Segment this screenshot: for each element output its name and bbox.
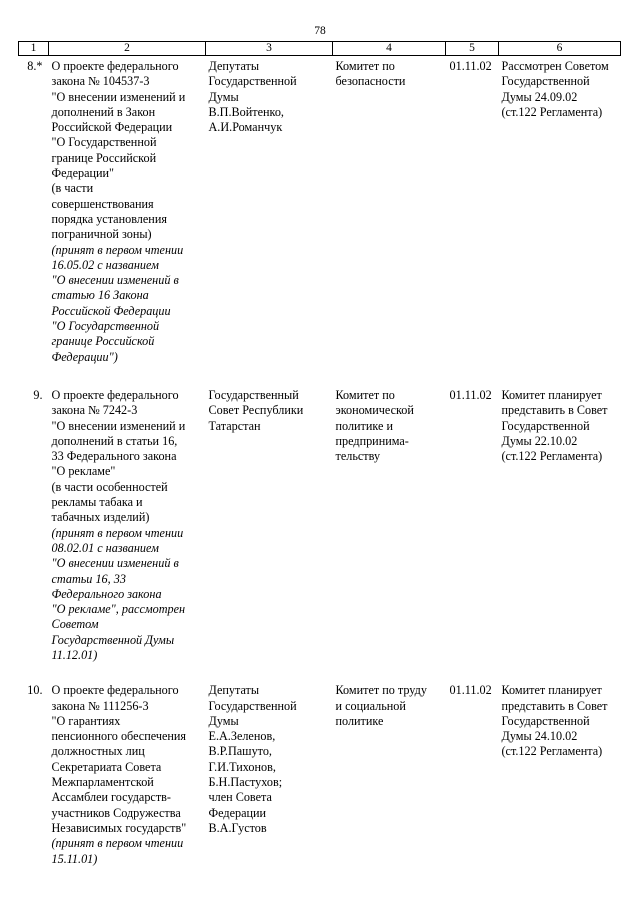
status-line: Государственной [501, 74, 590, 89]
bill-title-line: пенсионного обеспечения [51, 729, 187, 744]
bill-title-line: Российской Федерации [51, 303, 171, 318]
status-line: Комитет планирует [501, 387, 602, 402]
bill-title-line: "О внесении изменений в [51, 556, 179, 571]
bill-title-line: "О рекламе" [51, 464, 116, 479]
author-line: Депутаты [208, 683, 260, 698]
committee-line: и социальной [335, 698, 406, 713]
author-line: Думы [208, 713, 239, 728]
committee-line: политике и [335, 418, 394, 433]
bill-title-line: "О внесении изменений в [51, 273, 179, 288]
author-line: В.А.Густов [208, 820, 267, 835]
author-line: Государственной [208, 698, 297, 713]
bill-title-line: (в части [51, 181, 94, 196]
author-line: Государственной [208, 74, 297, 89]
column-header: 2 [49, 42, 206, 56]
author-line: Федерации [208, 805, 267, 820]
author-line: Б.Н.Пастухов; [208, 775, 283, 790]
author-line: Е.А.Зеленов, [208, 729, 276, 744]
bill-title-line: О проекте федерального [51, 683, 179, 698]
bill-title-line: закона № 104537-3 [51, 74, 150, 89]
status-line: (ст.122 Регламента) [501, 449, 603, 464]
bill-title-line: Ассамблеи государств- [51, 790, 171, 805]
bill-title-line: дополнений в статьи 16, [51, 433, 178, 448]
committee-line: безопасности [335, 74, 406, 89]
status-line: Государственной [501, 418, 590, 433]
bill-title-line: границе Российской [51, 150, 157, 165]
author-line: Государственный [208, 387, 299, 402]
authors-cell [206, 365, 333, 663]
row-number: 8.* [27, 59, 43, 73]
status-line: Думы 24.09.02 [501, 89, 578, 104]
bill-title-line: табачных изделий) [51, 510, 150, 525]
status-cell [499, 663, 621, 867]
page-number: 78 [314, 25, 326, 37]
column-header: 5 [446, 42, 499, 56]
bill-title-cell [49, 663, 206, 867]
row-number: 9. [33, 387, 43, 402]
bill-title-line: статьи 16, 33 [51, 571, 126, 586]
author-line: Татарстан [208, 418, 261, 433]
bill-title-line: закона № 7242-3 [51, 403, 138, 418]
status-line: Думы 24.10.02 [501, 729, 578, 744]
bill-title-line: статью 16 Закона [51, 288, 149, 303]
bill-title-line: Федерации") [51, 349, 118, 364]
date-cell: 01.11.02 [449, 683, 492, 698]
bill-title-line: "О Государственной [51, 319, 160, 334]
committee-cell [333, 365, 446, 663]
bill-title-line: Федерального закона [51, 586, 162, 601]
column-header: 3 [206, 42, 333, 56]
committee-line: Комитет по [335, 59, 395, 73]
bill-title-line: "О внесении изменений и [51, 89, 186, 104]
bill-title-line: пограничной зоны) [51, 227, 152, 242]
status-line: Комитет планирует [501, 683, 602, 698]
status-cell [499, 56, 621, 365]
bill-title-line: (принят в первом чтении [51, 525, 184, 540]
column-number-header [19, 42, 621, 56]
bill-title-line: "О рекламе", рассмотрен [51, 602, 186, 617]
bill-title-line: границе Российской [51, 334, 155, 349]
bill-title-line: дополнений в Закон [51, 104, 156, 119]
authors-cell [206, 56, 333, 365]
status-cell [499, 365, 621, 663]
author-line: Г.И.Тихонов, [208, 759, 276, 774]
bills-table [18, 41, 621, 867]
bill-title-line: участников Содружества [51, 805, 181, 820]
bill-title-line: О проекте федерального [51, 387, 179, 402]
status-line: (ст.122 Регламента) [501, 744, 603, 759]
committee-line: экономической [335, 403, 414, 418]
bill-title-line: порядка установления [51, 211, 167, 226]
bill-title-line: 15.11.01) [51, 851, 98, 866]
date-cell: 01.11.02 [449, 59, 492, 73]
bill-title-line: Независимых государств" [51, 820, 187, 835]
bill-title-line: Российской Федерации [51, 120, 173, 135]
committee-cell [333, 663, 446, 867]
committee-line: тельству [335, 449, 381, 464]
committee-line: Комитет по труду [335, 683, 427, 698]
bill-title-cell [49, 56, 206, 365]
bill-title-line: 33 Федерального закона [51, 449, 177, 464]
bill-title-line: (принят в первом чтении [51, 242, 184, 257]
bill-title-line: Секретариата Совета [51, 759, 162, 774]
table-row [19, 663, 621, 867]
bill-title-line: Советом [51, 617, 99, 632]
committee-line: политике [335, 713, 384, 728]
table-row [19, 365, 621, 663]
bill-title-line: должностных лиц [51, 744, 145, 759]
status-line: Государственной [501, 713, 590, 728]
bill-title-line: "О гарантиях [51, 713, 121, 728]
author-line: Депутаты [208, 59, 260, 73]
status-line: Рассмотрен Советом [501, 59, 609, 73]
column-header: 4 [333, 42, 446, 56]
author-line: член Совета [208, 790, 272, 805]
date-cell: 01.11.02 [449, 387, 492, 402]
authors-cell [206, 663, 333, 867]
status-line: представить в Совет [501, 403, 608, 418]
status-line: представить в Совет [501, 698, 608, 713]
row-number: 10. [27, 683, 43, 698]
column-header: 1 [19, 42, 49, 56]
bill-title-line: "О внесении изменений и [51, 418, 186, 433]
bill-title-line: 11.12.01) [51, 647, 98, 662]
status-line: (ст.122 Регламента) [501, 104, 603, 119]
committee-line: предпринима- [335, 433, 409, 448]
table-row [19, 56, 621, 365]
bill-title-line: (в части особенностей [51, 479, 168, 494]
bill-title-line: Государственной Думы [51, 632, 175, 647]
bill-title-line: О проекте федерального [51, 59, 179, 73]
author-line: Совет Республики [208, 403, 304, 418]
bill-title-line: "О Государственной [51, 135, 157, 150]
author-line: В.П.Войтенко, [208, 104, 284, 119]
bill-title-line: закона № 111256-3 [51, 698, 149, 713]
bill-title-line: Федерации" [51, 166, 115, 181]
author-line: В.Р.Пашуто, [208, 744, 272, 759]
committee-cell [333, 56, 446, 365]
author-line: А.И.Романчук [208, 120, 283, 135]
bill-title-cell [49, 365, 206, 663]
bill-title-line: рекламы табака и [51, 495, 143, 510]
bill-title-line: 16.05.02 с названием [51, 257, 159, 272]
bill-title-line: (принят в первом чтении [51, 836, 184, 851]
column-header: 6 [499, 42, 621, 56]
committee-line: Комитет по [335, 387, 395, 402]
bill-title-line: Межпарламентской [51, 775, 154, 790]
bill-title-line: совершенствования [51, 196, 154, 211]
author-line: Думы [208, 89, 239, 104]
bill-title-line: 08.02.01 с названием [51, 540, 159, 555]
status-line: Думы 22.10.02 [501, 433, 578, 448]
